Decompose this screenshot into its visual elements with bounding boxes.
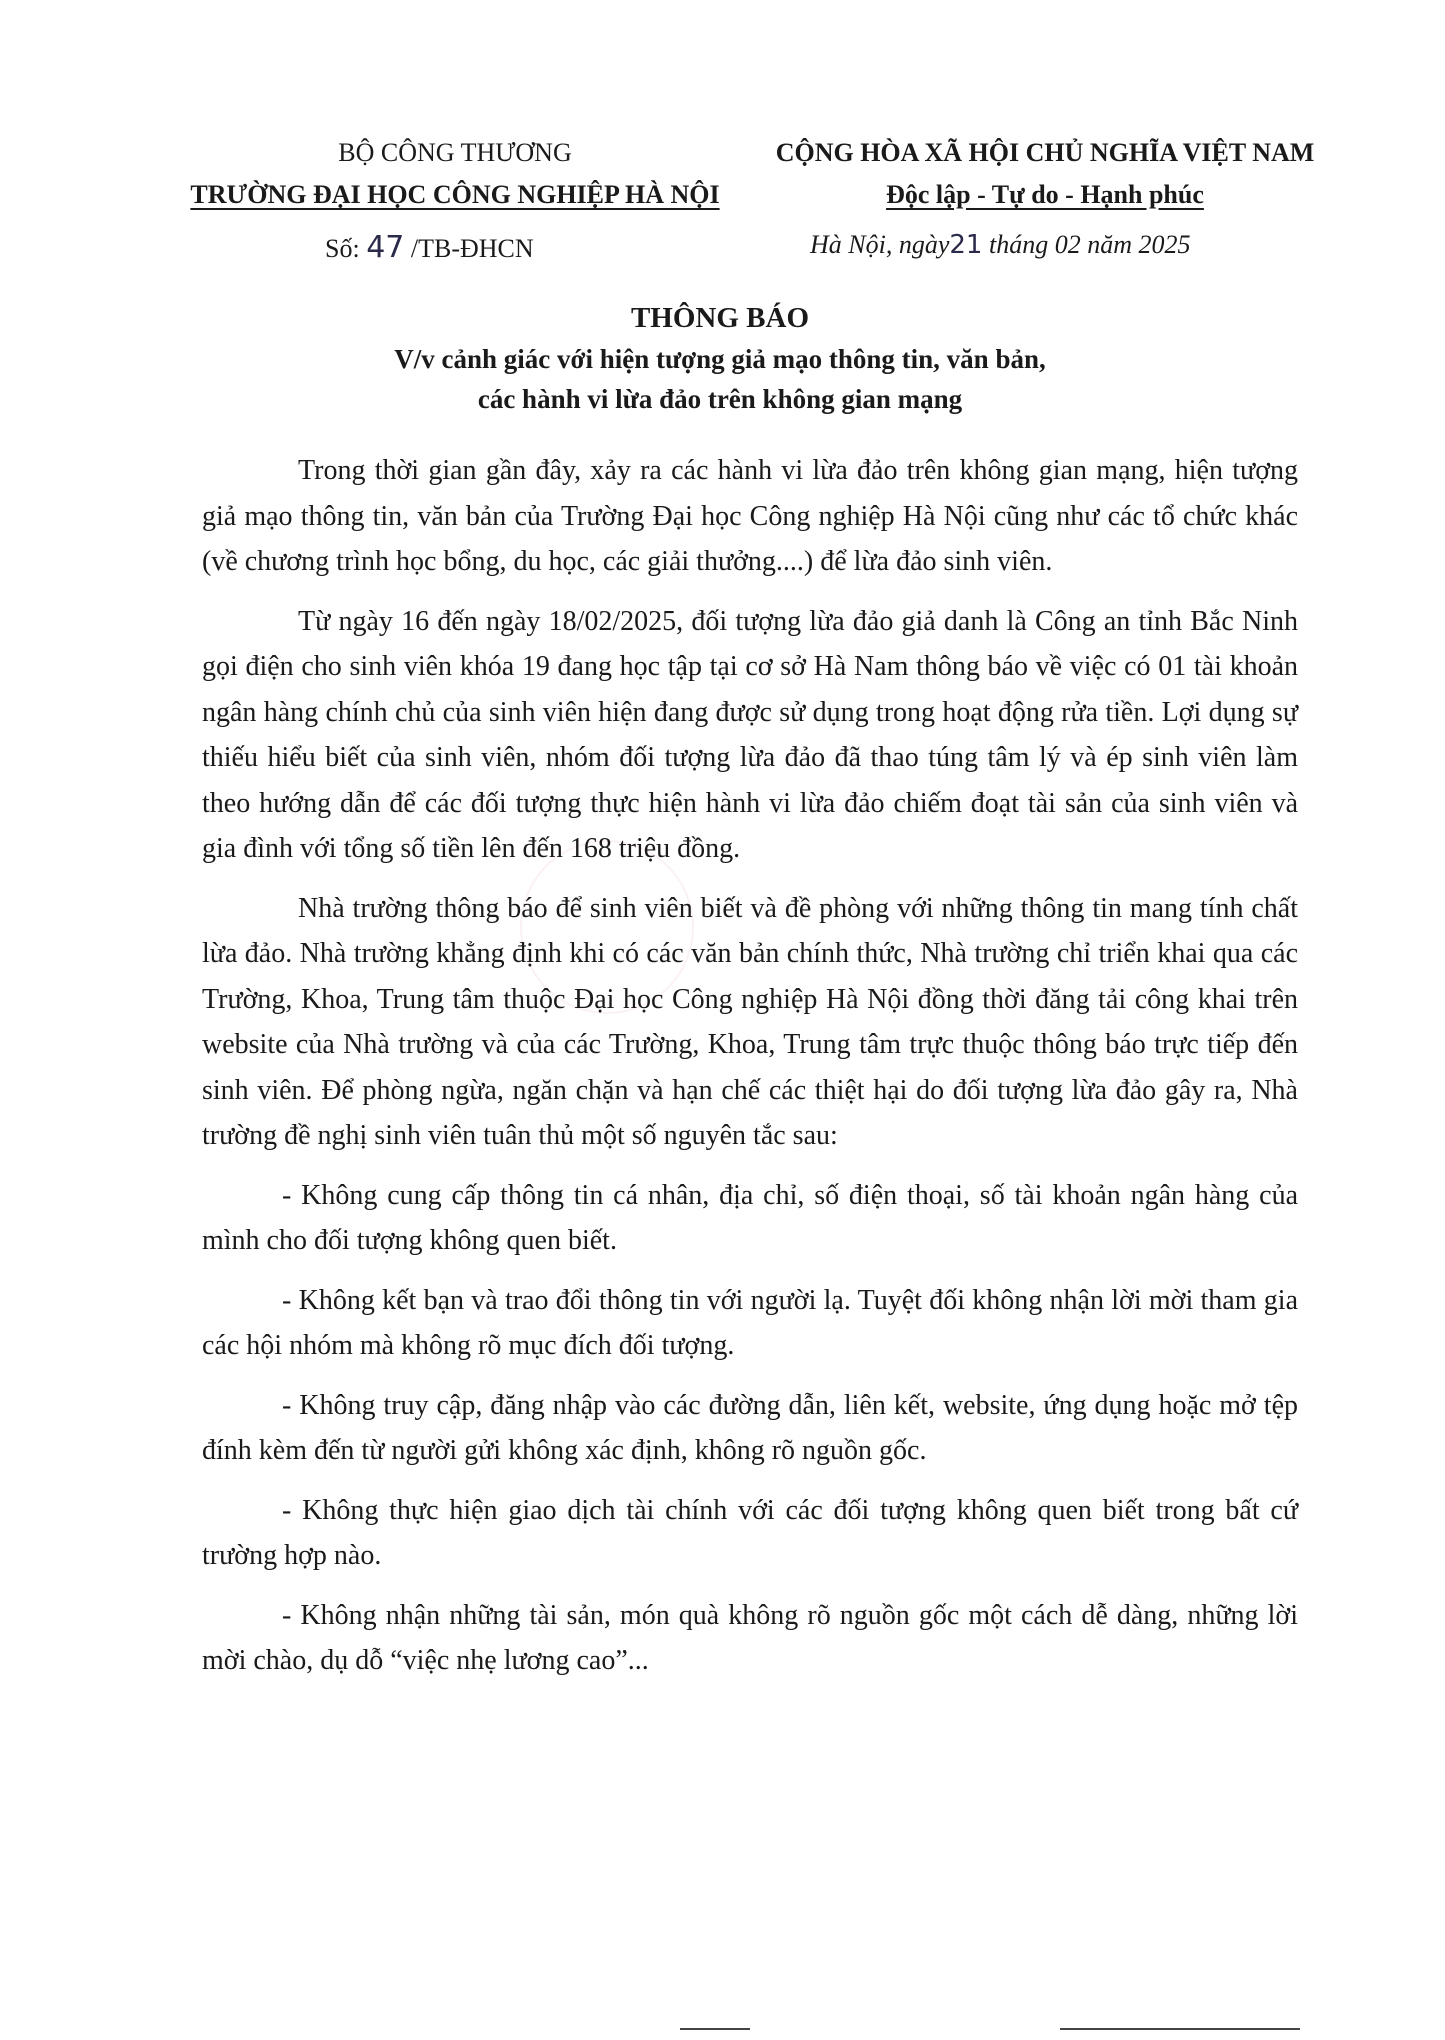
rule-item: - Không nhận những tài sản, món quà không rõ nguồn gốc một cách dễ dàng, những lời mời chào, dụ dỗ “việc nhẹ lương cao”... <box>202 1599 1298 1676</box>
paragraph: Từ ngày 16 đến ngày 18/02/2025, đối tượng lừa đảo giả danh là Công an tỉnh Bắc Ninh gọi điện cho sinh viên khóa 19 đang học tập tại cơ sở Hà Nam thông báo về việc có 01 tài khoản ngân hàng chính chủ của sinh viên hiện đang được sử dụng trong hoạt động rửa tiền. Lợi dụng sự thiếu hiểu biết của sinh viên, nhóm đối tượng lừa đảo đã thao túng tâm lý và ép sinh viên làm theo hướng dẫn để các đối tượng thực hiện hành vi lừa đảo chiếm đoạt tài sản của sinh viên và gia đình với tổng số tiền lên đến 168 triệu đồng. <box>202 605 1298 864</box>
rule-item: - Không kết bạn và trao đổi thông tin với người lạ. Tuyệt đối không nhận lời mời tham gia các hội nhóm mà không rõ mục đích đối tượng. <box>202 1284 1298 1361</box>
rule-item: - Không cung cấp thông tin cá nhân, địa chỉ, số điện thoại, số tài khoản ngân hàng của mình cho đối tượng không quen biết. <box>202 1179 1298 1256</box>
doc-number-handwritten: 47 <box>366 230 405 265</box>
national-header <box>760 132 1330 216</box>
doc-date-prefix: Hà Nội, ngày <box>810 230 950 259</box>
doc-number-prefix: Số: <box>325 234 360 263</box>
title-subject-line-2: các hành vi lừa đảo trên không gian mạng <box>477 384 963 414</box>
rule-item: - Không thực hiện giao dịch tài chính với các đối tượng không quen biết trong bất cứ trường hợp nào. <box>202 1494 1298 1571</box>
paragraph: Nhà trường thông báo để sinh viên biết và đề phòng với những thông tin mang tính chất lừa đảo. Nhà trường khẳng định khi có các văn bản chính thức, Nhà trường chỉ triển khai qua các Trường, Khoa, Trung tâm thuộc Đại học Công nghiệp Hà Nội đồng thời đăng tải công khai trên website của Nhà trường và của các Trường, Khoa, Trung tâm trực thuộc thông báo trực tiếp đến sinh viên. Để phòng ngừa, ngăn chặn và hạn chế các thiệt hại do đối tượng lừa đảo gây ra, Nhà trường đề nghị sinh viên tuân thủ một số nguyên tắc sau: <box>202 892 1298 1151</box>
page-bottom-rule <box>1060 2028 1300 2030</box>
page-bottom-rule <box>680 2028 750 2030</box>
document-number <box>325 230 534 265</box>
doc-number-suffix: /TB-ĐHCN <box>410 234 534 263</box>
school-name-text: TRƯỜNG ĐẠI HỌC CÔNG NGHIỆP HÀ NỘI <box>190 180 720 209</box>
document-title <box>200 297 1240 419</box>
title-main: THÔNG BÁO <box>630 302 810 334</box>
school-name <box>150 174 760 216</box>
nation-name: CỘNG HÒA XÃ HỘI CHỦ NGHĨA VIỆT NAM <box>775 138 1315 167</box>
document-date <box>810 230 1190 260</box>
document-body <box>202 448 1298 1698</box>
issuer-header <box>150 132 760 216</box>
doc-date-day-handwritten: 21 <box>949 230 983 260</box>
national-motto-text: Độc lập - Tự do - Hạnh phúc <box>886 180 1204 209</box>
rule-item: - Không truy cập, đăng nhập vào các đường dẫn, liên kết, website, ứng dụng hoặc mở tệp đính kèm đến từ người gửi không xác định, không rõ nguồn gốc. <box>202 1389 1298 1466</box>
title-subject-line-1: V/v cảnh giác với hiện tượng giả mạo thông tin, văn bản, <box>394 344 1046 374</box>
ministry-name: BỘ CÔNG THƯƠNG <box>338 138 572 167</box>
national-motto <box>760 174 1330 216</box>
doc-date-suffix: tháng 02 năm 2025 <box>988 230 1191 259</box>
paragraph: Trong thời gian gần đây, xảy ra các hành vi lừa đảo trên không gian mạng, hiện tượng giả mạo thông tin, văn bản của Trường Đại học Công nghiệp Hà Nội cũng như các tổ chức khác (về chương trình học bổng, du học, các giải thưởng....) để lừa đảo sinh viên. <box>202 455 1298 577</box>
